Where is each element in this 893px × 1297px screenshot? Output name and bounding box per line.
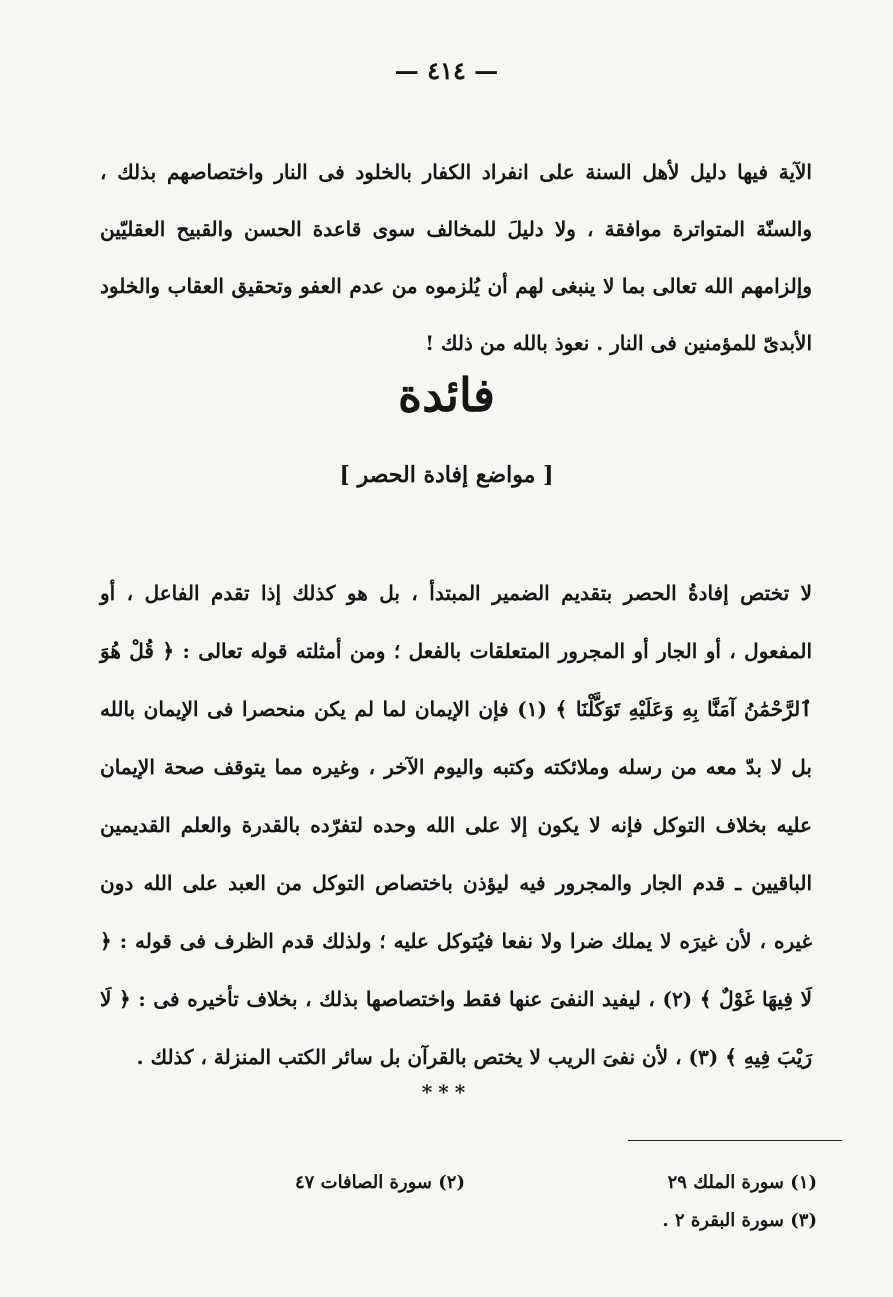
footnote-2: (٢) سورة الصافات ٤٧ (295, 1172, 465, 1193)
page-number: — ٤١٤ — (394, 56, 499, 85)
asterism-separator: *** (421, 1080, 472, 1104)
main-paragraph: لا تختص إفادةُ الحصر بتقديم الضمير المبتدأ ، بل هو كذلك إذا تقدم الفاعل ، أو المفعول ، أو الجار أو المجرور المتعلقات بالفعل ؛ ومن أمثلته قوله تعالى : ﴿ قُلْ هُوَ ٱلرَّحْمَٰنُ آمَنَّا بِهِ وَعَلَيْهِ تَوَكَّلْنَا ﴾ (١) فإن الإيمان لما لم يكن منحصرا فى الإيمان بالله بل لا بدّ معه من رسله وملائكته وكتبه واليوم الآخر ، وغيره مما يتوقف صحة الإيمان عليه بخلاف التوكل فإنه لا يكون إلا على الله وحده لتفرّده بالقدرة والعلم القديمين الباقيين ـ قدم الجار والمجرور فيه ليؤذن باختصاص التوكل من العبد على الله دون غيره ، لأن غيرَه لا يملك ضرا ولا نفعا فيُتوكل عليه ؛ ولذلك قدم الظرف فى قوله : ﴿ لَا فِيهَا غَوْلٌ ﴾ (٢) ، ليفيد النفىَ عنها فقط واختصاصها بذلك ، بخلاف تأخيره فى : ﴿ لَا رَيْبَ فِيهِ ﴾ (٣) ، لأن نفىَ الريب لا يختص بالقرآن بل سائر الكتب المنزلة ، كذلك . (100, 581, 812, 1069)
footnote-3: (٣) سورة البقرة ٢ . (662, 1210, 817, 1231)
section-subheading: [ مواضع إفادة الحصر ] (339, 462, 554, 488)
footnote-divider (628, 1140, 842, 1141)
section-heading: فائدة (397, 368, 496, 422)
footnote-1: (١) سورة الملك ٢٩ (667, 1172, 817, 1193)
intro-paragraph: الآية فيها دليل لأهل السنة على انفراد الكفار بالخلود فى النار واختصاصهم بذلك ، والسنّة المتواترة موافقة ، ولا دليلَ للمخالف سوى قاعدة الحسن والقبيح العقليّين وإلزامهم الله تعالى بما لا ينبغى لهم أن يُلزموه من عدم العفو وتحقيق العقاب والخلود الأبدىّ للمؤمنين فى النار . نعوذ بالله من ذلك ! (100, 160, 813, 355)
